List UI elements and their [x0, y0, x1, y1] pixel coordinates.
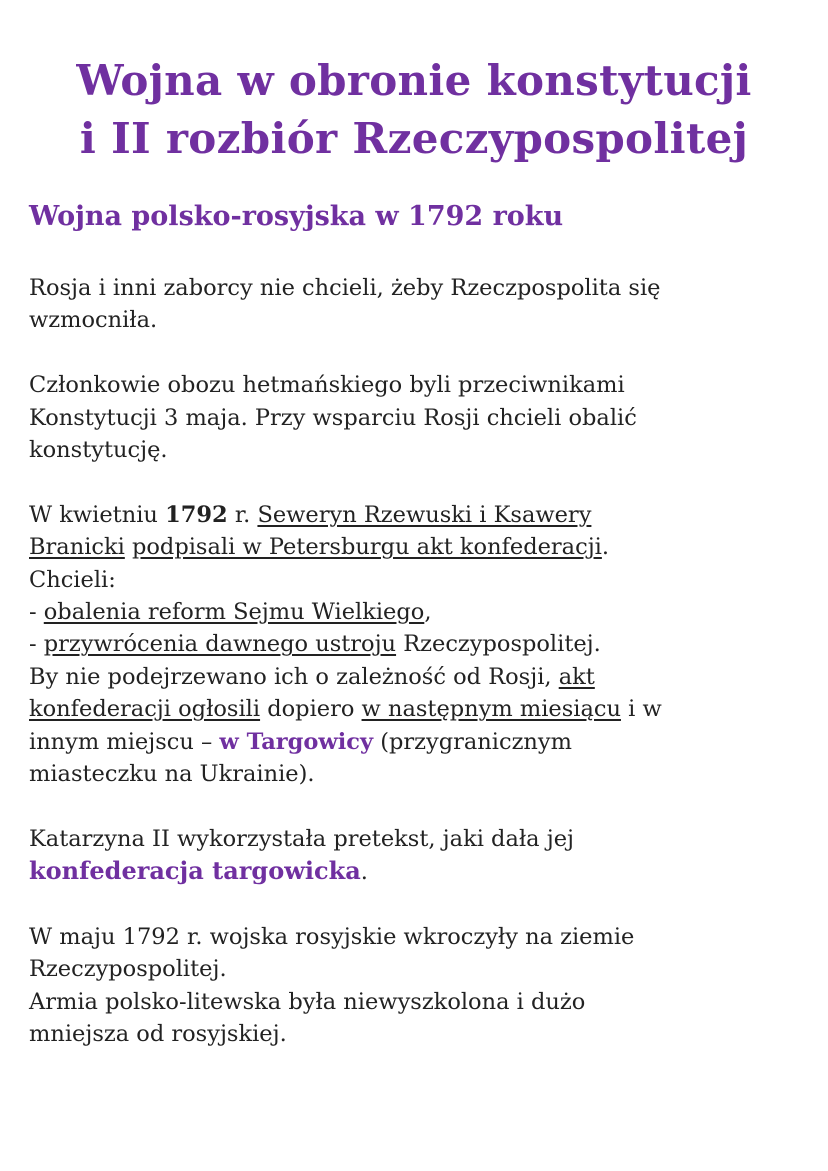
p3-text	[125, 534, 132, 560]
p3-line-6	[29, 661, 809, 693]
p3-text: (przygranicznym	[373, 728, 572, 755]
p5-line-4: mniejsza od rosyjskiej.	[29, 1021, 287, 1048]
p1-line-1: Rosja i inni zaborcy nie chcieli, żeby Rzeczpospolita się	[29, 275, 661, 301]
p3-line-1	[29, 499, 809, 531]
underlined-phrase: obalenia reform Sejmu Wielkiego	[43, 599, 425, 626]
p3-text: W kwietniu	[29, 501, 166, 528]
p3-text: r.	[227, 501, 258, 528]
section-heading: Wojna polsko-rosyjska w 1792 roku	[29, 201, 564, 232]
p3-text: i w	[620, 696, 662, 723]
p3-text: dopiero	[260, 696, 362, 723]
p3-line-7	[29, 693, 809, 725]
list-dash: -	[29, 599, 44, 626]
underlined-phrase: podpisali w Petersburgu akt konfederacji	[131, 534, 602, 561]
p4-line-1: Katarzyna II wykorzystała pretekst, jaki dała jej	[29, 825, 574, 852]
p5-line-2: Rzeczypospolitej.	[29, 956, 227, 983]
underlined-names: Seweryn Rzewuski i Ksawery	[257, 501, 592, 528]
p3-line-8	[29, 726, 809, 758]
p2-line-1: Członkowie obozu hetmańskiego byli przeciwnikami	[29, 372, 625, 399]
underlined-phrase: konfederacji ogłosili	[29, 696, 261, 723]
p3-text: innym miejscu –	[29, 728, 220, 755]
paragraph-2	[29, 369, 809, 466]
p5-line-3: Armia polsko-litewska była niewyszkolona i dużo	[29, 988, 586, 1015]
paragraph-4	[29, 823, 809, 889]
p3-line-5	[29, 628, 809, 660]
p5-line-1: W maju 1792 r. wojska rosyjskie wkroczyły na ziemie	[29, 924, 635, 951]
p3-line-9: miasteczku na Ukrainie).	[29, 761, 315, 788]
page-title-line-2: i II rozbiór Rzeczypospolitej	[79, 114, 749, 163]
underlined-phrase: w następnym miesiącu	[361, 696, 621, 723]
p2-line-2: Konstytucji 3 maja. Przy wsparciu Rosji chcieli obalić	[29, 404, 637, 431]
p3-line-4	[29, 596, 809, 628]
underlined-phrase: akt	[558, 663, 595, 690]
highlighted-term: konfederacja targowicka	[29, 856, 361, 886]
p3-text: Rzeczypospolitej.	[396, 631, 601, 658]
p1-line-2: wzmocniła.	[29, 307, 158, 334]
list-dash: -	[29, 631, 44, 658]
underlined-phrase: przywrócenia dawnego ustroju	[43, 631, 397, 658]
p2-line-3: konstytucję.	[29, 437, 168, 464]
highlighted-place: w Targowicy	[219, 728, 374, 755]
p3-text: By nie podejrzewano ich o zależność od Rosji,	[29, 663, 559, 690]
p3-line-2	[29, 531, 809, 563]
p3-line-3: Chcieli:	[29, 566, 116, 593]
underlined-name: Branicki	[29, 534, 125, 561]
p4-line-2	[29, 855, 809, 888]
paragraph-3	[29, 499, 809, 791]
page-title	[0, 52, 828, 168]
p4-text: .	[360, 859, 368, 886]
p3-text: .	[601, 534, 610, 561]
p3-text: ,	[424, 599, 432, 626]
body-text	[29, 272, 809, 1083]
year-bold: 1792	[165, 501, 228, 528]
paragraph-1	[29, 272, 809, 337]
paragraph-5	[29, 921, 809, 1051]
page-title-line-1: Wojna w obronie konstytucji	[76, 56, 752, 105]
